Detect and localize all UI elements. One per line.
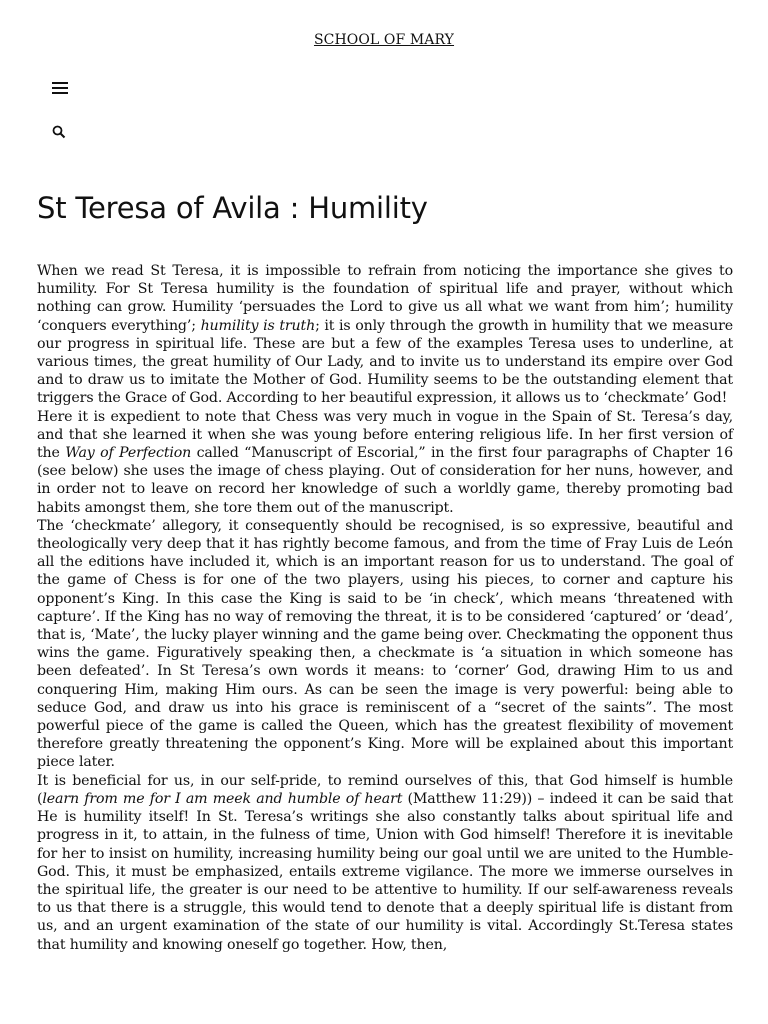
- search-icon: [52, 125, 66, 139]
- article-paragraph: It is beneficial for us, in our self-pride, to remind ourselves of this, that God himself is humble (learn from me for I am meek and humble of heart (Matthew 11:29)) – indeed it can be said that He is humility itself! In St. Teresa’s writings she also constantly talks about spiritual life and progress in it, to attain, in the fulness of time, Union with God himself! Therefore it is inevitable for her to insist on humility, increasing humility being our goal until we are united to the Humble-God. This, it must be emphasized, entails extreme vigilance. The more we immerse ourselves in the spiritual life, the greater is our need to be attentive to humility. If our self-awareness reveals to us that there is a struggle, this would tend to denote that a deeply spiritual life is distant from us, and an urgent examination of the state of our humility is vital. Accordingly St.Teresa states that humility and knowing oneself go together. How, then,: [37, 772, 733, 953]
- hamburger-menu-button[interactable]: [48, 78, 72, 98]
- hamburger-menu-icon: [51, 81, 69, 95]
- article-paragraph: When we read St Teresa, it is impossible to refrain from noticing the importance she gives to humility. For St Teresa humility is the foundation of spiritual life and prayer, without which nothing can grow. Humility ‘persuades the Lord to give us all what we want from him’; humility ‘conquers everything’; humility is truth; it is only through the growth in humility that we measure our progress in spiritual life. These are but a few of the examples Teresa uses to underline, at various times, the great humility of Our Lady, and to invite us to understand its empire over God and to draw us to imitate the Mother of God. Humility seems to be the outstanding element that triggers the Grace of God. According to her beautiful expression, it allows us to ‘checkmate’ God!: [37, 263, 733, 407]
- page-title: St Teresa of Avila : Humility: [37, 191, 428, 225]
- article-paragraph: The ‘checkmate’ allegory, it consequently should be recognised, is so expressive, beautiful and theologically very deep that it has rightly become famous, and from the time of Fray Luis de León all the editions have included it, which is an important reason for us to understand. The goal of the game of Chess is for one of the two players, using his pieces, to corner and capture his opponent’s King. In this case the King is said to be ‘in check’, which means ‘threatened with capture’. If the King has no way of removing the threat, it is to be considered ‘captured’ or ‘dead’, that is, ‘Mate’, the lucky player winning and the game being over. Checkmating the opponent thus wins the game. Figuratively speaking then, a checkmate is ‘a situation in which someone has been defeated’. In St Teresa’s own words it means: to ‘corner’ God, drawing Him to us and conquering Him, making Him ours. As can be seen the image is very powerful: being able to seduce God, and draw us into his grace is reminiscent of a “secret of the saints”. The most powerful piece of the game is called the Queen, which has the greatest flexibility of movement therefore greatly threatening the opponent’s King. More will be explained about this important piece later.: [37, 517, 733, 771]
- search-button[interactable]: [49, 122, 69, 142]
- article-body: [37, 262, 733, 954]
- article-paragraph: Here it is expedient to note that Chess was very much in vogue in the Spain of St. Teresa’s day, and that she learned it when she was young before entering religious life. In her first version of the Way of Perfection called “Manuscript of Escorial,” in the first four paragraphs of Chapter 16 (see below) she uses the image of chess playing. Out of consideration for her nuns, however, and in order not to leave on record her knowledge of such a worldly game, thereby promoting bad habits amongst them, she tore them out of the manuscript.: [37, 408, 733, 516]
- site-title-link[interactable]: SCHOOL OF MARY: [313, 32, 455, 48]
